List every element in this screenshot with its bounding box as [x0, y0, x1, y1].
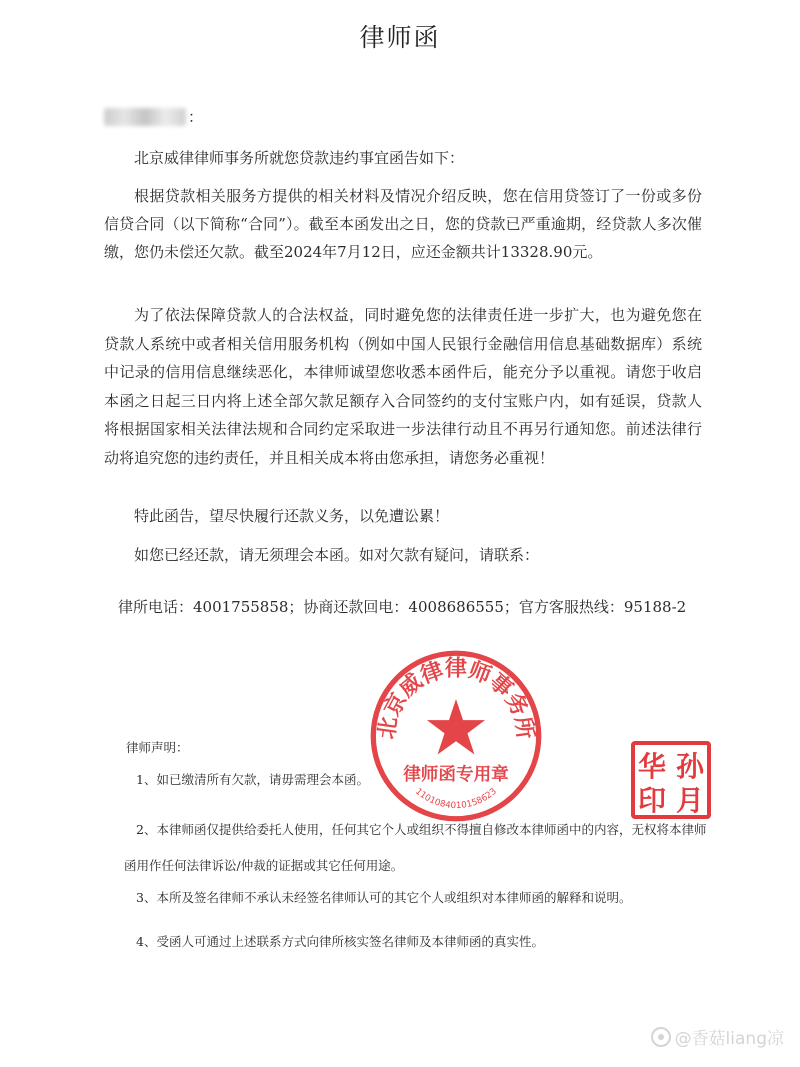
seal-number: 1101084010158623 [413, 786, 499, 812]
law-firm-seal [368, 648, 544, 824]
stamp-char: 月 [675, 784, 705, 817]
watermark [651, 1024, 784, 1049]
document-title: 律师函 [359, 23, 441, 52]
redacted-recipient-name [104, 108, 186, 126]
stamp-char: 华 [637, 750, 667, 783]
seal-center-text: 律师函专用章 [403, 764, 509, 785]
watermark-text: @香菇liang凉 [674, 1029, 784, 1049]
declaration-item: 3、本所及签名律师不承认未经签名律师认可的其它个人或组织对本律师函的解释和说明。 [136, 890, 632, 905]
declaration-item: 2、本律师函仅提供给委托人使用，任何其它个人或组织不得擅自修改本律师函中的内容，无权将本律师函用作任何法律诉讼/仲裁的证据或其它任何用途。 [124, 822, 707, 873]
seal-ring-text: 北京威律律师事务所 [373, 655, 539, 741]
salutation [104, 106, 203, 127]
declaration-item: 1、如已缴清所有欠款，请毋需理会本函。 [136, 772, 369, 787]
contact-numbers: 律所电话：4001755858；协商还款回电：4008686555；官方客服热线：95188-2 [118, 598, 687, 616]
loan-default-paragraph: 根据贷款相关服务方提供的相关材料及情况介绍反映，您在信用贷签订了一份或多份信贷合同（以下简称“合同”）。截至本函发出之日，您的贷款已严重逾期，经贷款人多次催缴，您仍未偿还欠款。截至2024年7月12日，应还金额共计13328.90元。 [104, 187, 702, 261]
watermark-logo-icon [651, 1027, 671, 1047]
declaration-title: 律师声明： [126, 740, 189, 755]
signature-stamp [630, 740, 712, 820]
stamp-char: 印 [637, 784, 667, 817]
notice-paragraph: 特此函告，望尽快履行还款义务，以免遭讼累！ [134, 507, 450, 525]
seal-star-icon [427, 699, 485, 754]
legal-warning-paragraph: 为了依法保障贷款人的合法权益，同时避免您的法律责任进一步扩大，也为避免您在贷款人系统中或者相关信用服务机构（例如中国人民银行金融信用信息基础数据库）系统中记录的信用信息继续恶化，本律师诚望您收悉本函件后，能充分予以重视。请您于收启本函之日起三日内将上述全部欠款足额存入合同签约的支付宝账户内，如有延误，贷款人将根据国家相关法律法规和合同约定采取进一步法律行动且不再另行通知您。前述法律行动将追究您的违约责任，并且相关成本将由您承担，请您务必重视！ [104, 306, 702, 467]
intro-paragraph: 北京威律律师事务所就您贷款违约事宜函告如下： [134, 149, 465, 167]
declaration-item: 4、受函人可通过上述联系方式向律所核实签名律师及本律师函的真实性。 [136, 934, 544, 949]
stamp-char: 孙 [675, 750, 705, 783]
contact-intro-paragraph: 如您已经还款，请无须理会本函。如对欠款有疑问，请联系： [134, 546, 540, 564]
salutation-colon: ： [188, 108, 204, 126]
